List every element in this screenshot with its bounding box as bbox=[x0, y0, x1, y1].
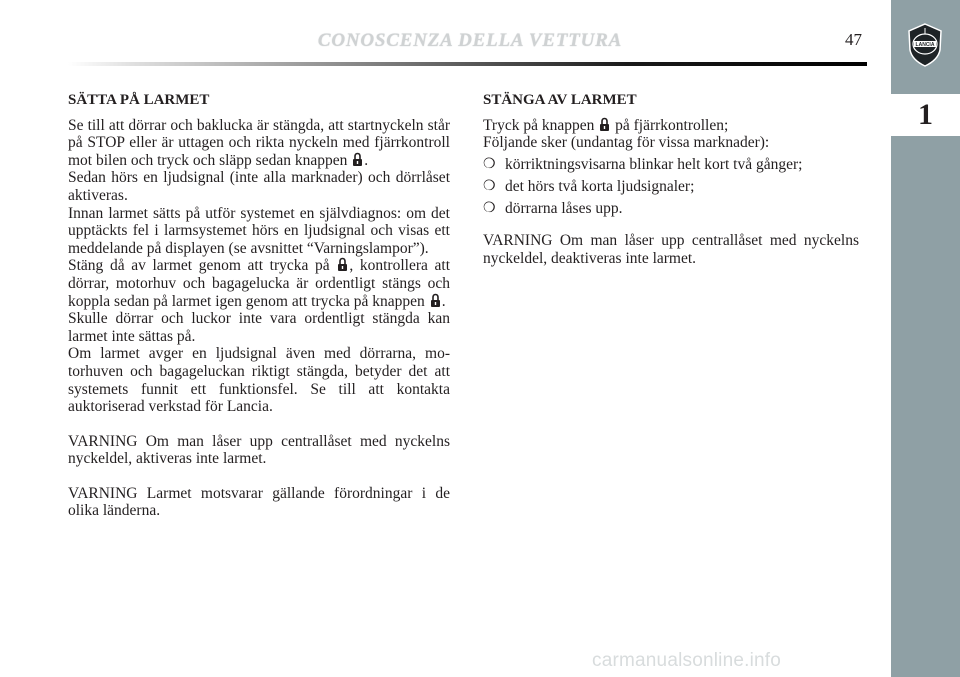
paragraph: Innan larmet sätts på utför systemet en självdiagnos: om det upptäckts fel i larmsystemet hörs en ljudsignal och visas ett meddelande på displayen (se avsnittet “Varningslampor”). bbox=[68, 204, 450, 257]
paragraph: Se till att dörrar och baklucka är stängda, att startnyckeln står på STOP eller är uttagen och rikta nyckeln med fjärrkontroll mot bilen och tryck och släpp sedan knappen . bbox=[68, 116, 450, 169]
left-column bbox=[68, 92, 450, 520]
padlock-icon bbox=[599, 117, 610, 132]
list-item: ❍ dörrarna låses upp. bbox=[483, 199, 623, 217]
lancia-logo bbox=[905, 22, 945, 68]
padlock-icon bbox=[337, 257, 348, 272]
page-number: 47 bbox=[845, 30, 862, 49]
bullet-icon: ❍ bbox=[483, 178, 496, 194]
padlock-icon bbox=[352, 152, 363, 167]
section-heading-disarm: STÄNGA AV LARMET bbox=[483, 92, 637, 108]
watermark[interactable]: carmanualsonline.info bbox=[592, 650, 782, 671]
bullet-icon: ❍ bbox=[483, 200, 496, 216]
paragraph: Sedan hörs en ljudsignal (inte alla marknader) och dörrlåset aktiveras. bbox=[68, 169, 450, 204]
list-item: ❍ körriktningsvisarna blinkar helt kort två gånger; bbox=[483, 155, 803, 173]
right-column bbox=[483, 92, 859, 267]
header-rule bbox=[68, 62, 867, 66]
warning-text: VARNING Om man låser upp centrallåset med nyckelns nyckeldel, aktiveras inte larmet. bbox=[68, 432, 450, 468]
chapter-number: 1 bbox=[918, 98, 933, 131]
logo-text: LANCIA bbox=[915, 42, 935, 48]
header-title: CONOSCENZA DELLA VETTURA bbox=[317, 30, 623, 51]
chapter-tab bbox=[891, 94, 960, 136]
list-item: ❍ det hörs två korta ljudsignaler; bbox=[483, 177, 695, 195]
bullet-icon: ❍ bbox=[483, 156, 496, 172]
padlock-icon bbox=[430, 293, 441, 308]
warning-text: VARNING Om man låser upp centrallåset med nyckelns nyckeldel, deaktiveras inte larmet. bbox=[483, 232, 859, 267]
warning-text: VARNING Larmet motsvarar gällande förordningar i de olika länderna. bbox=[68, 484, 450, 520]
paragraph: Följande sker (undantag för vissa marknader): bbox=[483, 134, 770, 152]
paragraph: Om larmet avger en ljudsignal även med dörrarna, motorhuven och bagageluckan riktigt stängda, betyder det att systemets funnit ett funktionsfel. Se till att kontakta auktoriserad verkstad för Lancia. bbox=[68, 345, 450, 416]
paragraph: Stäng då av larmet genom att trycka på , kontrollera att dörrar, motorhuv och bagagelucka är ordentligt stängs och koppla sedan på larmet igen genom att trycka på knappen . bbox=[68, 257, 450, 310]
section-heading-arm: SÄTTA PÅ LARMET bbox=[68, 92, 210, 108]
paragraph: Skulle dörrar och luckor inte vara ordentligt stängda kan larmet inte sättas på. bbox=[68, 310, 450, 345]
paragraph: Tryck på knappen på fjärrkontrollen; bbox=[483, 116, 729, 134]
